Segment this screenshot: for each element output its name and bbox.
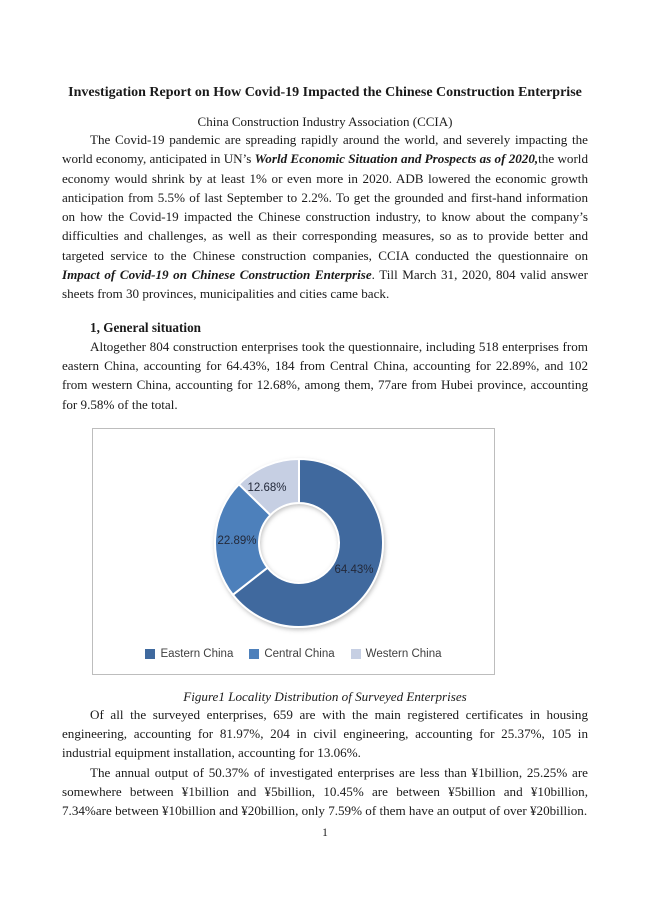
chart-legend [93,648,494,660]
legend-swatch-eastern-icon [145,649,155,659]
page-title: Investigation Report on How Covid-19 Impacted the Chinese Construction Enterprise [68,85,582,100]
survey-paragraph: Altogether 804 construction enterprises took the questionnaire, including 518 enterprises from eastern China, accounting for 64.43%, 184 from Central China, accounting for 22.89%, and 102 from western China, accounting for 12.68%, among them, 77are from Hubei province, accounting for 9.58% of the total. [62,338,588,412]
legend-item-central-china [249,648,334,660]
data-label-central-china: 22.89% [217,534,257,547]
figure1-chart-frame [92,428,495,675]
page-number: 1 [322,826,328,839]
certificates-paragraph: Of all the surveyed enterprises, 659 are with the main registered certificates in housing engineering, accounting for 81.97%, 204 in civil engineering, accounting for 25.37%, 105 in industrial equipment installation, accounting for 13.06%. [62,706,588,761]
document-subtitle: China Construction Industry Association (CCIA) [197,114,453,129]
figure1-caption: Figure1 Locality Distribution of Surveyed Enterprises [183,688,467,704]
legend-label-eastern: Eastern China [160,647,234,660]
intro-paragraph: The Covid-19 pandemic are spreading rapidly around the world, and severely impacting the world economy, anticipated in UN’s World Economic Situation and Prospects as of 2020,the world economy would shrink by at least 1% or even more in 2020. ADB lowered the economic growth anticipation from 5.5% of last September to 2.2%. To get the grounded and first-hand information on how the Covid-19 impacted the Chinese construction industry, to know about the company’s difficulties and challenges, as well as their corresponding measures, so as to provide better and targeted service to the Chinese construction companies, CCIA conducted the questionnaire on Impact of Covid-19 on Chinese Construction Enterprise. Till March 31, 2020, 804 valid answer sheets from 30 provinces, municipalities and cities came back. [62,132,588,302]
legend-swatch-central-icon [249,649,259,659]
legend-label-central: Central China [264,647,335,660]
annual-output-paragraph: The annual output of 50.37% of investigated enterprises are less than ¥1billion, 25.25% are somewhere between ¥1billion and ¥5billion, 10.45% are between ¥5billion and ¥10billion, 7.34%are between ¥10billion and ¥20billion, only 7.59% of them have an output of over ¥20billion. [62,764,588,819]
legend-label-western: Western China [365,647,442,660]
locality-donut-chart [93,429,494,674]
data-label-eastern-china: 64.43% [334,563,374,576]
legend-item-western-china [351,648,442,660]
data-label-western-china: 12.68% [247,481,287,494]
section-heading-general-situation: 1, General situation [90,319,201,335]
legend-item-eastern-china [145,648,233,660]
legend-swatch-western-icon [351,649,361,659]
